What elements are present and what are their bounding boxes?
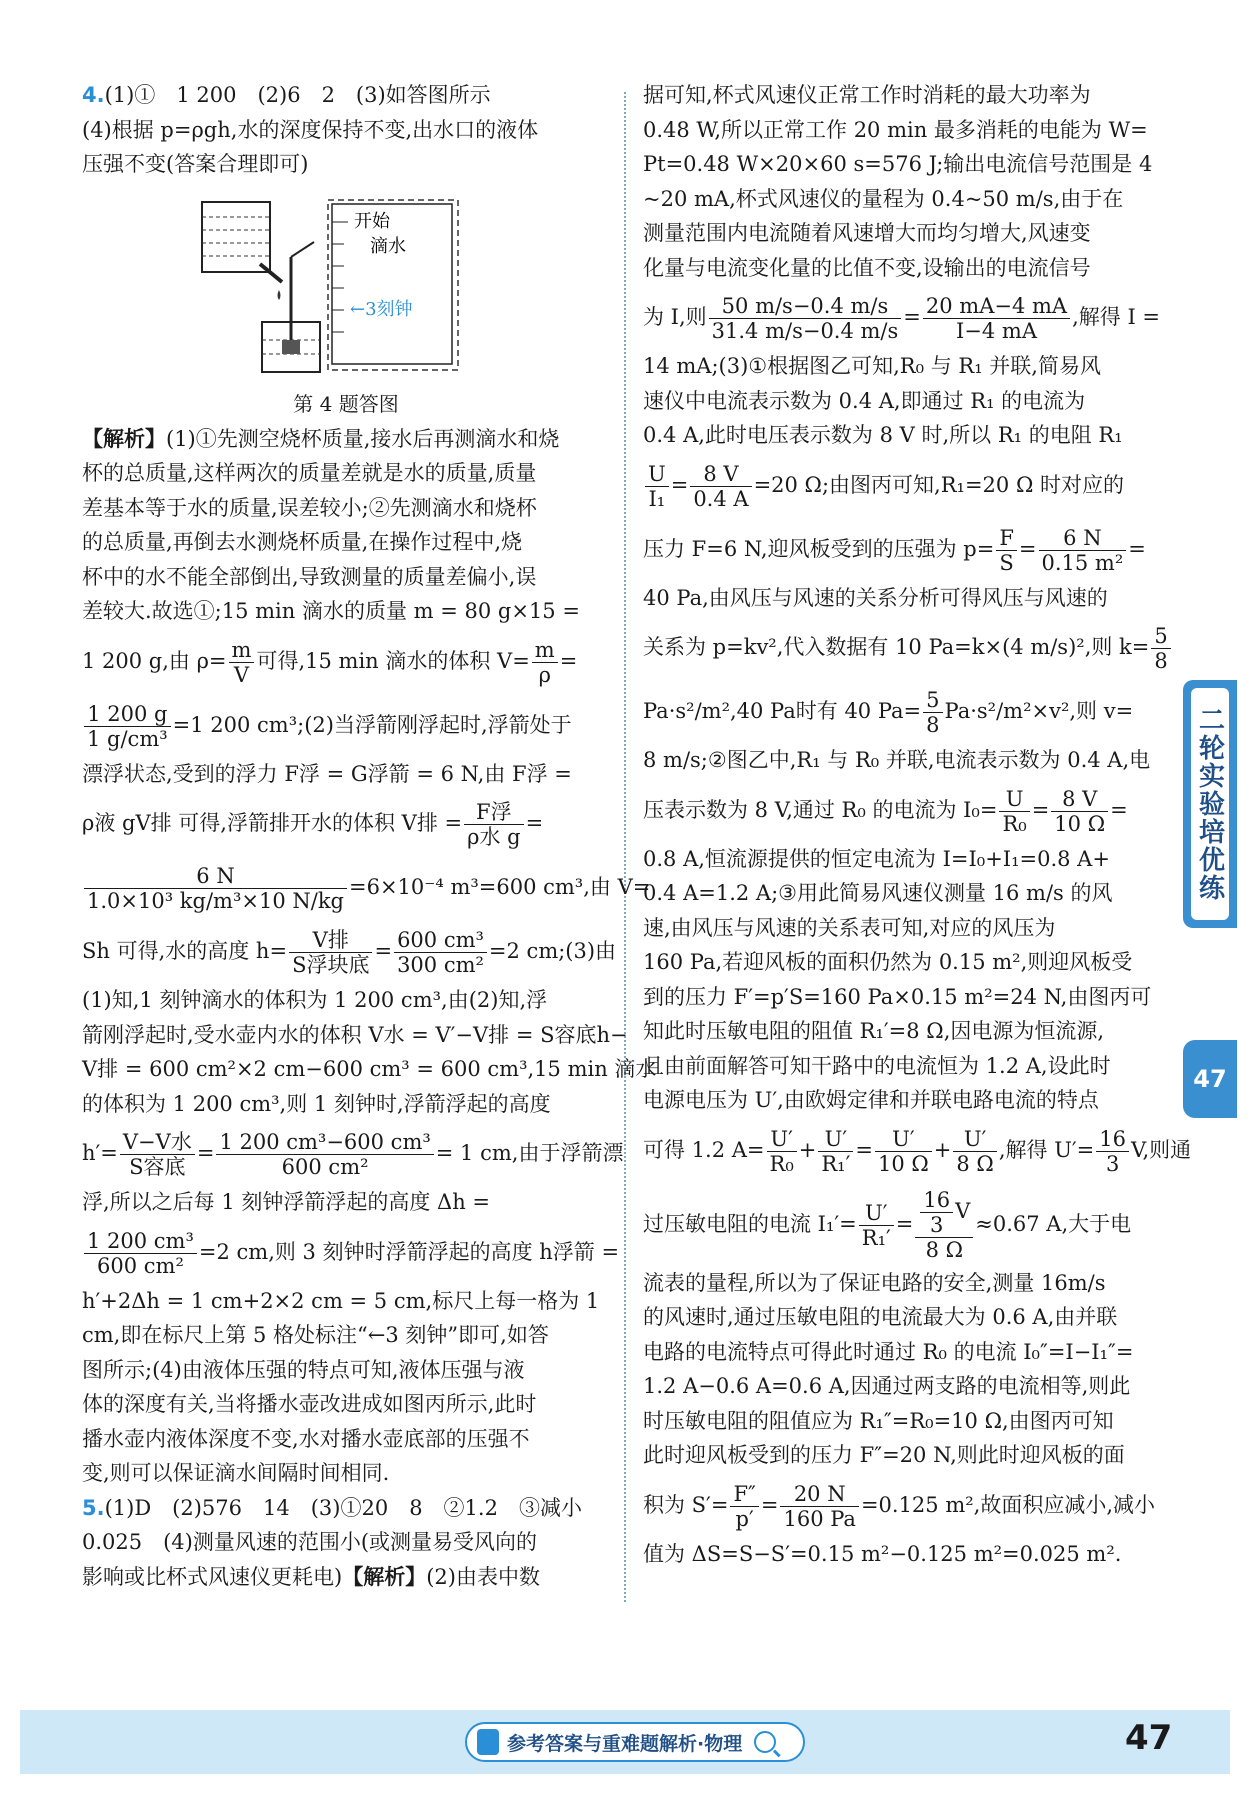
analysis-tag: 【解析】 xyxy=(82,425,166,451)
q4-header: 4.(1)① 1 200 (2)6 2 (3)如答图所示 xyxy=(82,83,491,107)
text-line: 速仪中电流表示数为 0.4 A,即通过 R₁ 的电流为 xyxy=(643,388,1086,413)
text-line: 的体积为 1 200 cm³,则 1 刻钟时,浮箭浮起的高度 xyxy=(82,1091,551,1116)
text-line: 播水壶内液体深度不变,水对播水壶底部的压强不 xyxy=(82,1426,530,1451)
formula-line-rho: 1 200 g,由 ρ= $\frac{m}{V}$ 可得,15 min 滴水的体积 V= $\frac{m}{\rho}$ = xyxy=(82,637,578,687)
text-line: 14 mA;(3)①根据图乙可知,R₀ 与 R₁ 并联,简易风 xyxy=(643,354,1101,378)
text-line: 杯中的水不能全部倒出,导致测量的质量差偏小,误 xyxy=(82,564,537,589)
text-line: 图所示;(4)由液体压强的特点可知,液体压强与液 xyxy=(82,1357,525,1382)
text-line: 流表的量程,所以为了保证电路的安全,测量 16m/s xyxy=(643,1270,1106,1295)
text-line: 到的压力 F′=p′S=160 Pa×0.15 m²=24 N,由图丙可 xyxy=(643,984,1152,1009)
text-line: 且由前面解答可知干路中的电流恒为 1.2 A,设此时 xyxy=(643,1053,1111,1078)
text-line: ~20 mA,杯式风速仪的量程为 0.4~50 m/s,由于在 xyxy=(643,186,1124,211)
search-icon xyxy=(754,1731,776,1753)
text-line: 1.2 A−0.6 A=0.6 A,因通过两支路的电流相等,则此 xyxy=(643,1374,1131,1398)
footer-bar xyxy=(20,1710,1230,1774)
footer-title-pill xyxy=(465,1722,805,1762)
formula-line-volume: $\frac{1 200 g}{\text{1 g/cm³}}$ =1 200 cm³;(2)当浮箭刚浮起时,浮箭处于 xyxy=(82,693,610,757)
text-line: 体的深度有关,当将播水壶改进成如图丙所示,此时 xyxy=(82,1392,537,1416)
text-line: Pt=0.48 W×20×60 s=576 J;输出电流信号范围是 4 xyxy=(643,152,1153,176)
text-line: 电路的电流特点可得此时通过 R₀ 的电流 I₀″=I−I₁″= xyxy=(643,1339,1134,1364)
text-line: 8 m/s;②图乙中,R₁ 与 R₀ 并联,电流表示数为 0.4 A,电 xyxy=(643,748,1151,772)
text-line: 据可知,杯式风速仪正常工作时消耗的最大功率为 xyxy=(643,83,1091,107)
q5-header: 5.(1)D (2)576 14 (3)①20 8 ②1.2 ③减小 xyxy=(82,1495,582,1520)
section-side-tab-label: 二轮实验培优练 xyxy=(1191,688,1229,920)
formula-line-dh: $\frac{\text{1 200 cm³}}{\text{600 cm²}}$ =2 cm,则 3 刻钟时浮箭浮起的高度 h浮箭 = xyxy=(82,1220,610,1284)
text-line: 漂浮状态,受到的浮力 F浮 = G浮箭 = 6 N,由 F浮 = xyxy=(82,761,572,786)
text-line: 电源电压为 U′,由欧姆定律和并联电路电流的特点 xyxy=(643,1088,1099,1112)
text-line: 浮,所以之后每 1 刻钟浮箭浮起的高度 Δh = xyxy=(82,1190,491,1214)
text-line: 变,则可以保证滴水间隔时间相同. xyxy=(82,1461,390,1485)
formula-line-calc: $\frac{6 N}{\text{1.0×10³ kg/m³×10 N/kg}}$ =6×10⁻⁴ m³=600 cm³,由 V= xyxy=(82,855,610,919)
analysis-line: 【解析】(1)①先测空烧杯质量,接水后再测滴水和烧 xyxy=(82,425,560,451)
formula-line-hprime: h′= $\frac{\text{V−V水}}{\text{S容底}}$ = $\frac{\text{1 200 cm³−600 cm³}}{\text{600 cm²}}$ = 1 cm,由于浮箭漂 xyxy=(82,1130,624,1179)
formula-line-pressure: 压力 F=6 N,迎风板受到的压强为 p= $\frac{F}{S}$ = $\frac{6 N}{\text{0.15 m²}}$ = xyxy=(643,525,1146,575)
formula-line-current: 为 I,则 $\frac{50 m/s-0.4 m/s}{31.4 m/s-0.4 m/s}$ = $\frac{20 mA-4 mA}{I-4 mA}$ ,解得 I = xyxy=(643,294,1161,343)
figure-drawing xyxy=(82,182,610,382)
text-line: 0.025 (4)测量风速的范围小(或测量易受风向的 xyxy=(82,1530,538,1554)
text-line: 0.8 A,恒流源提供的恒定电流为 I=I₀+I₁=0.8 A+ xyxy=(643,846,1110,871)
text-line: 0.4 A,此时电压表示数为 8 V 时,所以 R₁ 的电阻 R₁ xyxy=(643,423,1123,447)
text-line: 40 Pa,由风压与风速的关系分析可得风压与风速的 xyxy=(643,585,1108,610)
text-line: h′+2Δh = 1 cm+2×2 cm = 5 cm,标尺上每一格为 1 xyxy=(82,1288,600,1313)
column-divider xyxy=(624,92,626,1602)
formula-line-voltage: 可得 1.2 A= $\frac{U'}{\text{R₀}}$ + $\frac{U'}{\text{R₁′}}$ = $\frac{U'}{10 \Omega}$ + $\frac{U'}{8 \Omega}$ ,解得 U′= $\frac{16}{3}$ V,则通 xyxy=(643,1126,1192,1176)
formula-line-k: 关系为 p=kv²,代入数据有 10 Pa=k×(4 m/s)²,则 k= $\frac{5}{8}$ xyxy=(643,615,1153,679)
formula-line-area: 积为 S′= $\frac{F''}{p'}$ = $\frac{20 N}{160 Pa}$ =0.125 m²,故面积应减小,减小 xyxy=(643,1481,1156,1531)
formula-line-i0: 压表示数为 8 V,通过 R₀ 的电流为 I₀= $\frac{U}{\text{R₀}}$ = $\frac{8 V}{10 \Omega}$ = xyxy=(643,786,1128,836)
text-line: V排 = 600 cm²×2 cm−600 cm³ = 600 cm³,15 min 滴水 xyxy=(82,1057,657,1081)
figure-label-3min: ←3刻钟 xyxy=(350,298,413,320)
footer-page-number: 47 xyxy=(1125,1718,1173,1758)
text-line: 0.4 A=1.2 A;③用此简易风速仪测量 16 m/s 的风 xyxy=(643,881,1113,905)
text-line: 差基本等于水的质量,误差较小;②先测滴水和烧杯 xyxy=(82,495,537,520)
text-line: 杯的总质量,这样两次的质量差就是水的质量,质量 xyxy=(82,461,537,485)
figure-caption: 第 4 题答图 xyxy=(293,391,399,416)
text-line: cm,即在标尺上第 5 格处标注“←3 刻钟”即可,如答 xyxy=(82,1323,549,1347)
analysis-line: 影响或比杯式风速仪更耗电)【解析】(2)由表中数 xyxy=(82,1563,540,1589)
text-line: 箭刚浮起时,受水壶内水的体积 V水 = V′−V排 = S容底h− xyxy=(82,1022,628,1047)
left-column xyxy=(82,78,657,1594)
text-line: 速,由风压与风速的关系表可知,对应的风压为 xyxy=(643,915,1056,940)
text-line: 差较大.故选①;15 min 滴水的质量 m = 80 g×15 = xyxy=(82,599,580,623)
figure-label-drip: 滴水 xyxy=(370,235,406,257)
text-line: 值为 ΔS=S−S′=0.15 m²−0.125 m²=0.025 m². xyxy=(643,1541,1122,1566)
formula-line-height: Sh 可得,水的高度 h= $\frac{\text{V排}}{\text{S浮块底}}$ = $\frac{\text{600 cm³}}{\text{300 cm²}}$ =2 cm;(3)由 xyxy=(82,928,617,977)
text-line: 测量范围内电流随着风速增大而均匀增大,风速变 xyxy=(643,221,1091,245)
page-number-tab: 47 xyxy=(1183,1040,1237,1118)
formula-line-i1: 过压敏电阻的电流 I₁′= $\frac{U'}{\text{R₁′}}$ = $\frac{16}{3}$ V 8 Ω ≈0.67 A,大于电 xyxy=(643,1188,1132,1262)
footer-title: 参考答案与重难题解析·物理 xyxy=(507,1732,743,1755)
text-line: 知此时压敏电阻的阻值 R₁′=8 Ω,因电源为恒流源, xyxy=(643,1019,1105,1043)
text-line: 160 Pa,若迎风板的面积仍然为 0.15 m²,则迎风板受 xyxy=(643,950,1133,974)
text-line: 化量与电流变化量的比值不变,设输出的电流信号 xyxy=(643,255,1091,280)
logo-icon xyxy=(477,1729,499,1755)
right-column xyxy=(643,78,1192,1571)
section-side-tab xyxy=(1183,680,1237,928)
figure-q4 xyxy=(82,182,610,422)
analysis-tag: 【解析】 xyxy=(342,1563,427,1589)
formula-line-v: Pa·s²/m²,40 Pa时有 40 Pa= $\frac{5}{8}$ Pa·s²/m²×v²,则 v= xyxy=(643,688,1134,737)
figure-label-start: 开始 xyxy=(354,210,390,232)
text-line: 的风速时,通过压敏电阻的电流最大为 0.6 A,由并联 xyxy=(643,1305,1118,1329)
formula-line-vpai: ρ液 gV排 可得,浮箭排开水的体积 V排 = $\frac{\text{F浮}}{\text{ρ水 g}}$ = xyxy=(82,800,544,849)
text-line: (4)根据 p=ρgh,水的深度保持不变,出水口的液体 xyxy=(82,117,539,142)
text-line: 0.48 W,所以正常工作 20 min 最多消耗的电能为 W= xyxy=(643,117,1148,142)
text-line: (1)知,1 刻钟滴水的体积为 1 200 cm³,由(2)知,浮 xyxy=(82,988,548,1012)
text-line: 时压敏电阻的阻值应为 R₁″=R₀=10 Ω,由图丙可知 xyxy=(643,1408,1114,1433)
text-line: 的总质量,再倒去水测烧杯质量,在操作过程中,烧 xyxy=(82,530,523,554)
text-line: 压强不变(答案合理即可) xyxy=(82,152,309,176)
text-line: 此时迎风板受到的压力 F″=20 N,则此时迎风板的面 xyxy=(643,1443,1125,1467)
formula-line-r1: $\frac{U}{\text{I₁}}$ = $\frac{8 V}{0.4 A}$ =20 Ω;由图丙可知,R₁=20 Ω 时对应的 xyxy=(643,453,1153,517)
